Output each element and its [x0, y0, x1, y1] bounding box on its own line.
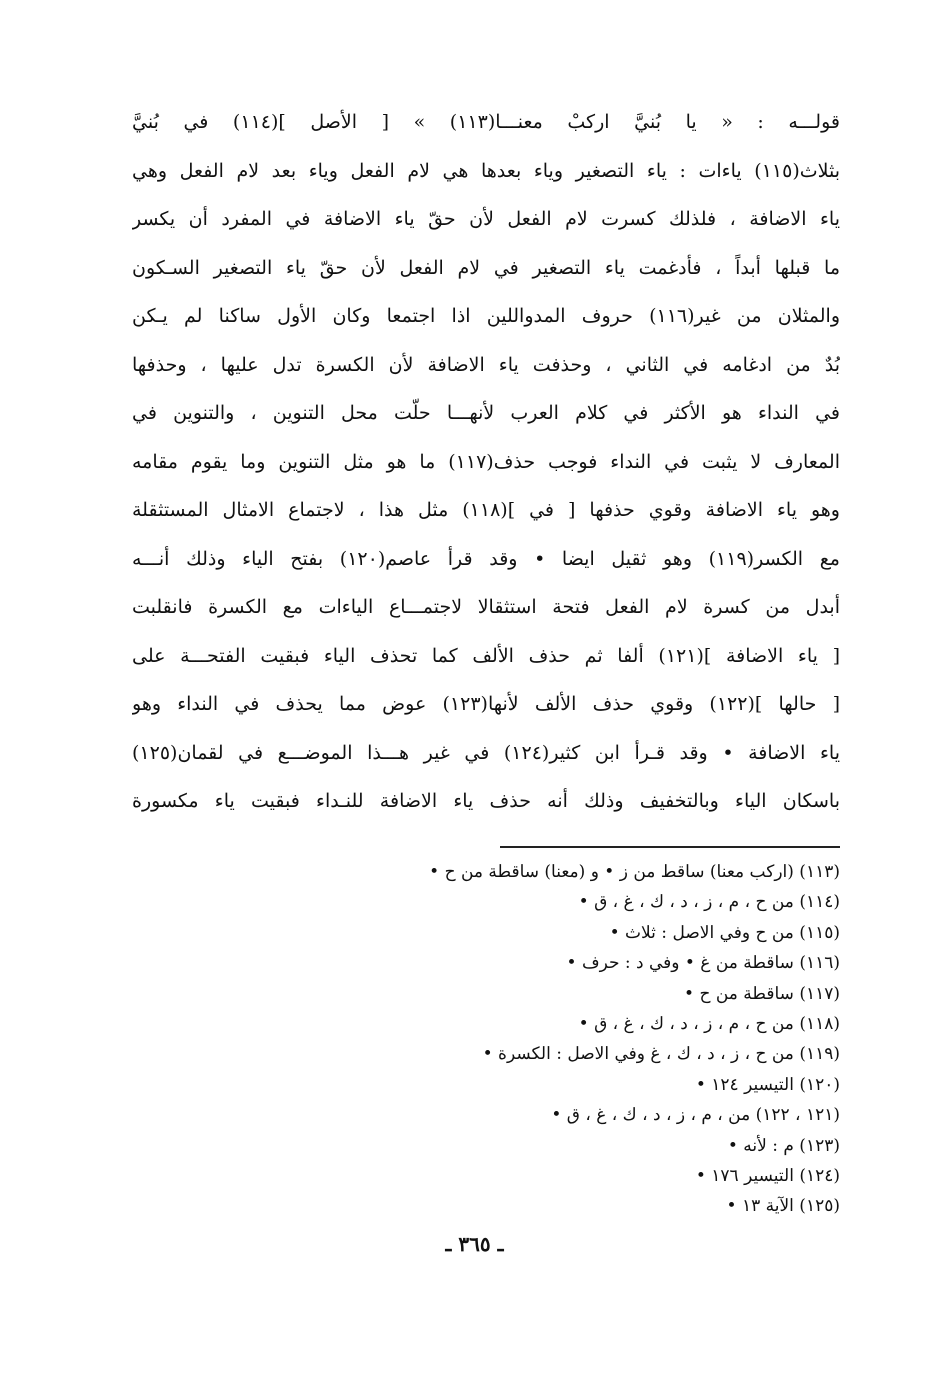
- text-line: باسكان الياء وبالتخفيف وذلك أنه حذف ياء الاضافة للنـداء فبقيت ياء مكسورة: [132, 790, 840, 812]
- footnote-divider: [500, 846, 840, 848]
- footnote: (١١٥) من ح وفي الاصل : ثلاث •: [609, 922, 840, 943]
- footnotes: [132, 857, 840, 1222]
- text-line: [ حالها ](١٢٢) وقوي حذف الألف لأنها(١٢٣) عوض مما يحذف في النداء وهو: [132, 693, 840, 715]
- text-line: وهو ياء الاضافة وقوي حذفها [ في ](١١٨) مثل هذا ، لاجتماع الامثال المستثقلة: [132, 499, 840, 521]
- text-line: والمثلان من غير(١١٦) حروف المدواللين اذا اجتمعا وكان الأول ساكنا لم يـكن: [132, 305, 840, 327]
- footnote: (١١٩) من ح ، ز ، د ، ك ، غ وفي الاصل : الكسرة •: [482, 1044, 840, 1065]
- text-line: المعارف لا يثبت في النداء فوجب حذف(١١٧) ما هو مثل التنوين وما يقوم مقامه: [132, 450, 840, 473]
- text-line: أبدل من كسرة لام الفعل فتحة استثقالا لاجتمـــاع الياءات مع الكسرة فانقلبت: [132, 596, 840, 618]
- text-line: في النداء هو الأكثر في كلام العرب لأنهـــا حلّت محل التنوين ، والتنوين في: [132, 402, 840, 424]
- footnote: (١١٤) من ح ، م ، ز ، د ، ك ، غ ، ق •: [578, 892, 840, 913]
- footnote: (١١٧) ساقطة من ح •: [684, 983, 840, 1004]
- footnote: (١٢٤) التيسير ١٧٦ •: [695, 1165, 840, 1186]
- text-line: بُدٌ من ادغامه في الثاني ، وحذفت ياء الاضافة لأن الكسرة تدل عليها ، وحذفها: [132, 353, 840, 376]
- text-line: بثلاث(١١٥) ياءات : ياء التصغير وياء بعدها هي لام الفعل وياء بعد لام الفعل وهي: [132, 159, 840, 182]
- footnote: (١٢٣) م : لأنه •: [727, 1135, 840, 1156]
- text-line: ياء الاضافة ، فلذلك كسرت لام الفعل لأن حقّ ياء الاضافة في المفرد أن يكسر: [132, 208, 840, 230]
- footnote: (١٢٠) التيسير ١٢٤ •: [695, 1074, 840, 1095]
- page-number: ـ ٣٦٥ ـ: [445, 1232, 504, 1256]
- text-line: ياء الاضافة • وقد قـرأ ابن كثير(١٢٤) في غير هـــذا الموضـــع في لقمان(١٢٥): [132, 741, 840, 764]
- footnote: (١٢١ ، ١٢٢) من ، م ، ز ، د ، ك ، غ ، ق •: [551, 1105, 840, 1126]
- text-line: [ ياء الاضافة ](١٢١) ألفا ثم حذف الألف كما تحذف الياء فبقيت الفتحـــة على: [132, 644, 840, 667]
- footnote: (١١٨) من ح ، م ، ز ، د ، ك ، غ ، ق •: [578, 1013, 840, 1034]
- footnote: (١٢٥) الآية ١٣ •: [726, 1196, 840, 1217]
- footnote: (١١٣) (اركب معنا) ساقط من ز • و (معنا) ساقطة من ح •: [429, 862, 840, 882]
- main-text: [132, 98, 840, 826]
- text-line: ما قبلها أبداً ، فأدغمت ياء التصغير في لام الفعل لأن حقّ ياء التصغير السـكون: [132, 256, 840, 279]
- footnote: (١١٦) ساقطة من غ • وفي د : حرف •: [566, 953, 840, 974]
- text-line: قولـــه : « يا بُنيَّ اركبْ معنـــا(١١٣) » [ الأصل ](١١٤) في بُنيَّ: [132, 111, 840, 133]
- text-line: مع الكسر(١١٩) وهو ثقيل ايضا • وقد قرأ عاصم(١٢٠) بفتح الياء وذلك أنـــه: [132, 547, 840, 570]
